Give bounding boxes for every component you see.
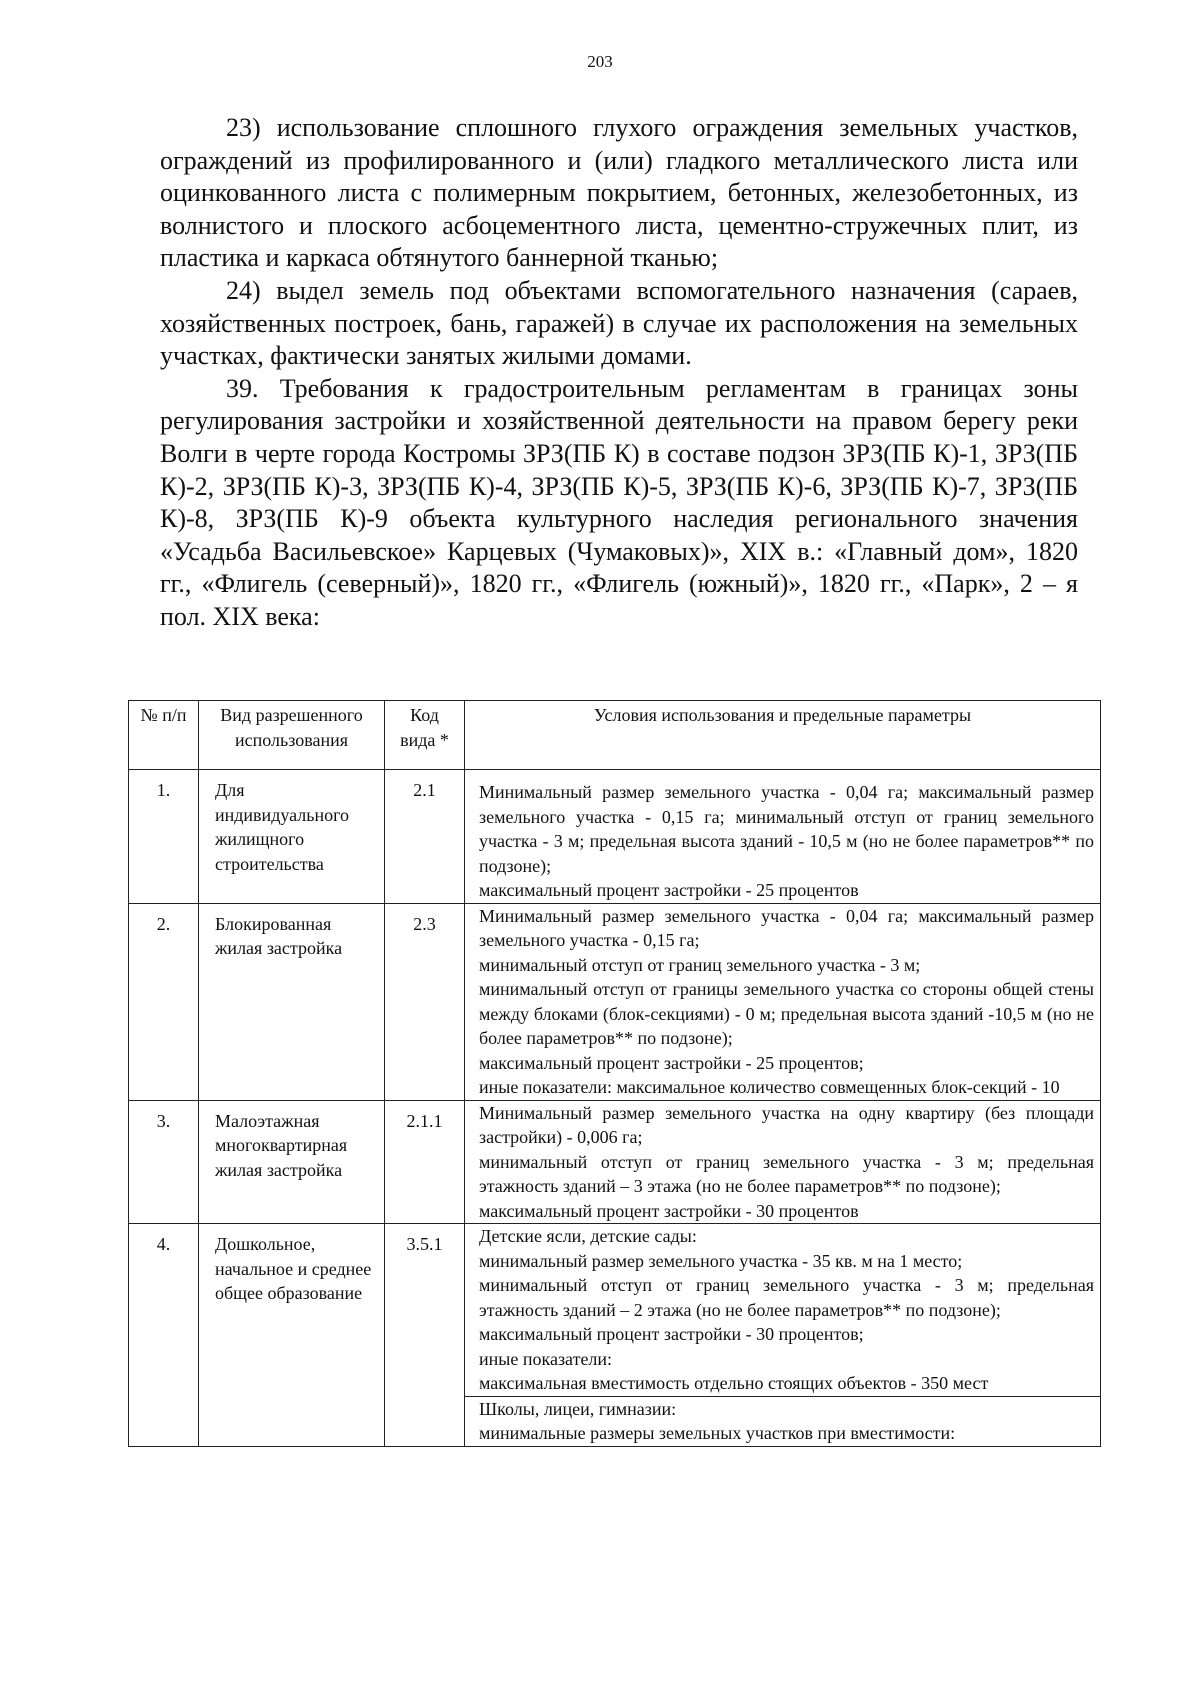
condition-line: минимальный размер земельного участка - 35 кв. м на 1 место;	[479, 1250, 963, 1271]
condition-line: Детские ясли, детские сады:	[479, 1226, 697, 1246]
row-conditions	[465, 903, 1101, 1100]
row-use-type: Малоэтажная многоквартирная жилая застройка	[199, 1100, 385, 1224]
condition-line: максимальный процент застройки - 30 процентов	[479, 1200, 859, 1221]
table-row	[129, 903, 1101, 1100]
condition-line: минимальный отступ от границ земельного участка - 3 м;	[479, 954, 921, 975]
paragraph-item-23: 23) использование сплошного глухого ограждения земельных участков, ограждений из профилированного и (или) гладкого металлического листа или оцинкованного листа с полимерным покрытием, бетонных, железобетонных, из волнистого и плоского асбоцементного листа, цементно-стружечных плит, из пластика и каркаса обтянутого баннерной тканью;	[160, 113, 1078, 273]
row-conditions	[465, 1100, 1101, 1224]
condition-line: Минимальный размер земельного участка на одну квартиру (без площади застройки) - 0,006 га;	[479, 1102, 1094, 1147]
table-header-row	[129, 701, 1101, 770]
condition-line: Школы, лицеи, гимназии:	[479, 1398, 677, 1419]
paragraph-item-24: 24) выдел земель под объектами вспомогательного назначения (сараев, хозяйственных построек, бань, гаражей) в случае их расположения на земельных участках, фактически занятых жилыми домами.	[160, 275, 1078, 371]
row-num: 3.	[129, 1100, 199, 1224]
body-text	[160, 112, 1078, 634]
row-num: 1.	[129, 770, 199, 904]
row-conditions	[465, 1224, 1101, 1397]
paragraph-section-39: 39. Требования к градостроительным регламентам в границах зоны регулирования застройки и хозяйственной деятельности на правом берегу реки Волги в черте города Костромы ЗРЗ(ПБ К) в составе подзон ЗРЗ(ПБ К)-1, ЗРЗ(ПБ К)-2, ЗРЗ(ПБ К)-3, ЗРЗ(ПБ К)-4, ЗРЗ(ПБ К)-5, ЗРЗ(ПБ К)-6, ЗРЗ(ПБ К)-7, ЗРЗ(ПБ К)-8, ЗРЗ(ПБ К)-9 объекта культурного наследия регионального значения «Усадьба Васильевское» Карцевых (Чумаковых)», XIX в.: «Главный дом», 1820 гг., «Флигель (северный)», 1820 гг., «Флигель (южный)», 1820 гг., «Парк», 2 – я пол. XIX века:	[160, 373, 1078, 631]
condition-line: минимальные размеры земельных участков при вместимости:	[479, 1423, 956, 1443]
condition-line: Минимальный размер земельного участка - 0,04 га; максимальный размер земельного участка - 0,15 га;	[479, 905, 1094, 950]
row-num: 4.	[129, 1224, 199, 1447]
page-number: 203	[587, 52, 613, 71]
condition-line: Минимальный размер земельного участка - 0,04 га; максимальный размер земельного участка - 0,15 га; минимальный отступ от границ земельного участка - 3 м; предельная высота зданий - 10,5 м (но не более параметров** по подзоне);	[479, 782, 1094, 876]
row-code: 2.1.1	[385, 1100, 465, 1224]
condition-line: максимальный процент застройки - 25 процентов;	[479, 1052, 864, 1073]
row-code: 3.5.1	[385, 1224, 465, 1447]
row-code: 2.1	[385, 770, 465, 904]
row-code: 2.3	[385, 903, 465, 1100]
row-use-type: Для индивидуального жилищного строительства	[199, 770, 385, 904]
condition-line: минимальный отступ от границы земельного участка со стороны общей стены между блоками (блок-секциями) - 0 м; предельная высота зданий -10,5 м (но не более параметров** по подзоне);	[479, 979, 1094, 1048]
header-type: Вид разрешенного использования	[199, 701, 385, 770]
header-num: № п/п	[129, 701, 199, 770]
table-row	[129, 1224, 1101, 1397]
row-num: 2.	[129, 903, 199, 1100]
row-use-type: Дошкольное, начальное и среднее общее образование	[199, 1224, 385, 1447]
condition-line: иные показатели: максимальное количество совмещенных блок-секций - 10	[479, 1077, 1060, 1097]
row-use-type: Блокированная жилая застройка	[199, 903, 385, 1100]
condition-line: иные показатели:	[479, 1348, 613, 1369]
regulations-table	[128, 700, 1101, 1447]
header-conditions: Условия использования и предельные параметры	[465, 701, 1101, 770]
condition-line: максимальная вместимость отдельно стоящих объектов - 350 мест	[479, 1373, 989, 1393]
condition-line: минимальный отступ от границ земельного участка - 3 м; предельная этажность зданий – 3 этажа (но не более параметров** по подзоне);	[479, 1151, 1094, 1196]
table-row	[129, 1100, 1101, 1224]
condition-line: максимальный процент застройки - 25 процентов	[479, 880, 859, 900]
condition-line: минимальный отступ от границ земельного участка - 3 м; предельная этажность зданий – 2 этажа (но не более параметров** по подзоне);	[479, 1275, 1094, 1320]
header-code: Код вида *	[385, 701, 465, 770]
table-row	[129, 770, 1101, 904]
row-conditions	[465, 770, 1101, 904]
row-conditions-schools	[465, 1396, 1101, 1446]
condition-line: максимальный процент застройки - 30 процентов;	[479, 1324, 864, 1344]
